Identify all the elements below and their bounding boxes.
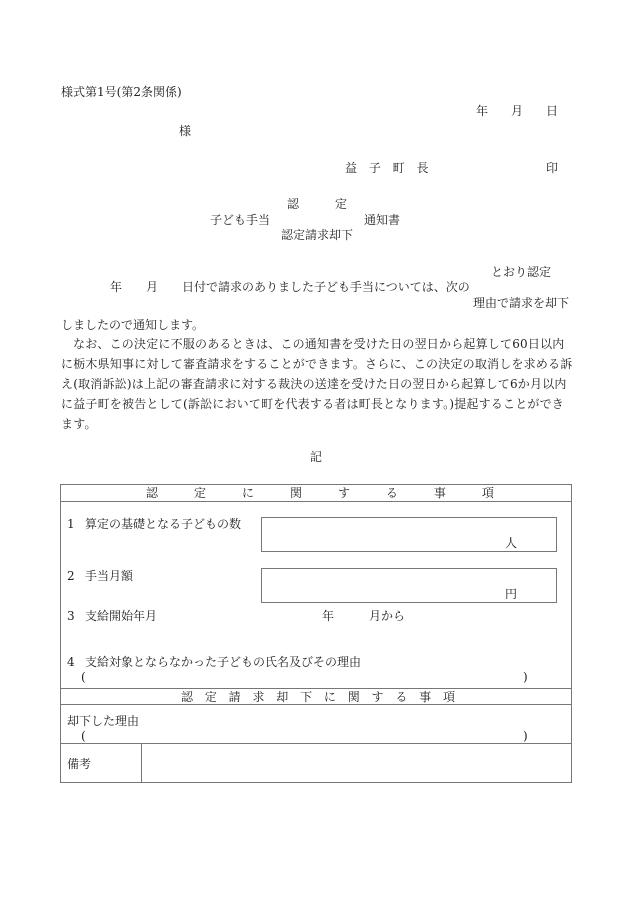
item-2-label: 手当月額 — [85, 569, 134, 583]
section2-header-char: 事 — [419, 690, 432, 704]
section2-header-char: る — [395, 690, 408, 704]
item-3-number: 3 — [67, 609, 75, 623]
rejected-suffix: 理由で請求を却下 — [473, 296, 570, 310]
date-year-label: 年 — [476, 104, 489, 118]
section2-header-char: 却 — [276, 690, 289, 704]
request-text: 日付で請求のありました子ども手当については、次の — [182, 280, 470, 294]
ki-heading: 記 — [310, 450, 323, 464]
start-month-label: 月から — [369, 609, 406, 623]
section1-header-char: る — [385, 486, 398, 500]
rejection-close-paren: ) — [523, 729, 528, 743]
divider — [61, 704, 571, 705]
request-year-label: 年 — [110, 280, 123, 294]
section2-header-char: 求 — [252, 690, 265, 704]
issuer-name: 益 子 町 長 — [345, 161, 433, 175]
remarks-label: 備考 — [67, 757, 92, 771]
section2-header-char: す — [371, 690, 384, 704]
section1-header-char: 定 — [193, 486, 206, 500]
item-4-label: 支給対象とならなかった子どもの氏名及びその理由 — [85, 655, 362, 669]
section2-header-char: 認 — [181, 690, 194, 704]
request-month-label: 月 — [146, 280, 159, 294]
item-4-close-paren: ) — [523, 670, 528, 684]
item-4-open-paren: ( — [81, 670, 86, 684]
item-1-label: 算定の基礎となる子どもの数 — [85, 517, 242, 531]
section1-header-char: す — [337, 486, 350, 500]
section2-header-char: に — [323, 690, 336, 704]
rejection-reason-label: 却下した理由 — [67, 714, 140, 728]
form-number: 様式第1号(第2条関係) — [61, 85, 182, 99]
remarks-field[interactable] — [142, 744, 571, 782]
rejection-open-paren: ( — [81, 729, 86, 743]
closing-text: しましたので通知します。 — [61, 318, 205, 332]
child-count-unit: 人 — [505, 536, 518, 550]
divider — [61, 501, 571, 502]
item-2-number: 2 — [67, 569, 75, 583]
title-subject: 子ども手当 — [210, 213, 271, 227]
appeal-notice: なお、この決定に不服のあるときは、この通知書を受けた日の翌日から起算して60日以内に栃木県知事に対して審査請求をすることができます。さらに、この決定の取消しを求める訴え(取消訴訟)は上記の審査請求に対する裁決の送達を受けた日の翌日から起算して6か月以内に益子町を被告として(訴訟において町を代表する者は町長となります。)提起することができます。 — [61, 337, 573, 431]
section2-header-char: 項 — [442, 690, 455, 704]
child-count-field[interactable] — [261, 517, 557, 552]
section2-header-char: 請 — [228, 690, 241, 704]
monthly-amount-field[interactable] — [261, 568, 557, 603]
title-approval: 認 定 — [287, 197, 348, 211]
section2-header-char: 定 — [204, 690, 217, 704]
section1-header-char: に — [241, 486, 254, 500]
item-4-number: 4 — [67, 655, 75, 669]
title-notice: 通知書 — [364, 213, 401, 227]
monthly-amount-unit: 円 — [505, 587, 518, 601]
section1-header — [146, 486, 494, 500]
date-day-label: 日 — [546, 104, 559, 118]
section1-header-char: 事 — [433, 486, 446, 500]
item-3-label: 支給開始年月 — [85, 609, 158, 623]
section2-header-char: 下 — [300, 690, 313, 704]
details-table — [60, 484, 572, 783]
section1-header-char: 認 — [146, 486, 159, 500]
item-1-number: 1 — [67, 517, 75, 531]
section2-header-char: 関 — [347, 690, 360, 704]
section2-header — [181, 690, 455, 704]
section1-header-char: 関 — [289, 486, 302, 500]
approved-suffix: とおり認定 — [491, 265, 552, 279]
section1-header-char: 項 — [481, 486, 494, 500]
divider — [61, 688, 571, 689]
title-rejection: 認定請求却下 — [281, 228, 354, 242]
addressee-suffix: 様 — [179, 124, 192, 138]
start-year-label: 年 — [322, 609, 335, 623]
seal-mark: 印 — [546, 161, 559, 175]
date-month-label: 月 — [511, 104, 524, 118]
